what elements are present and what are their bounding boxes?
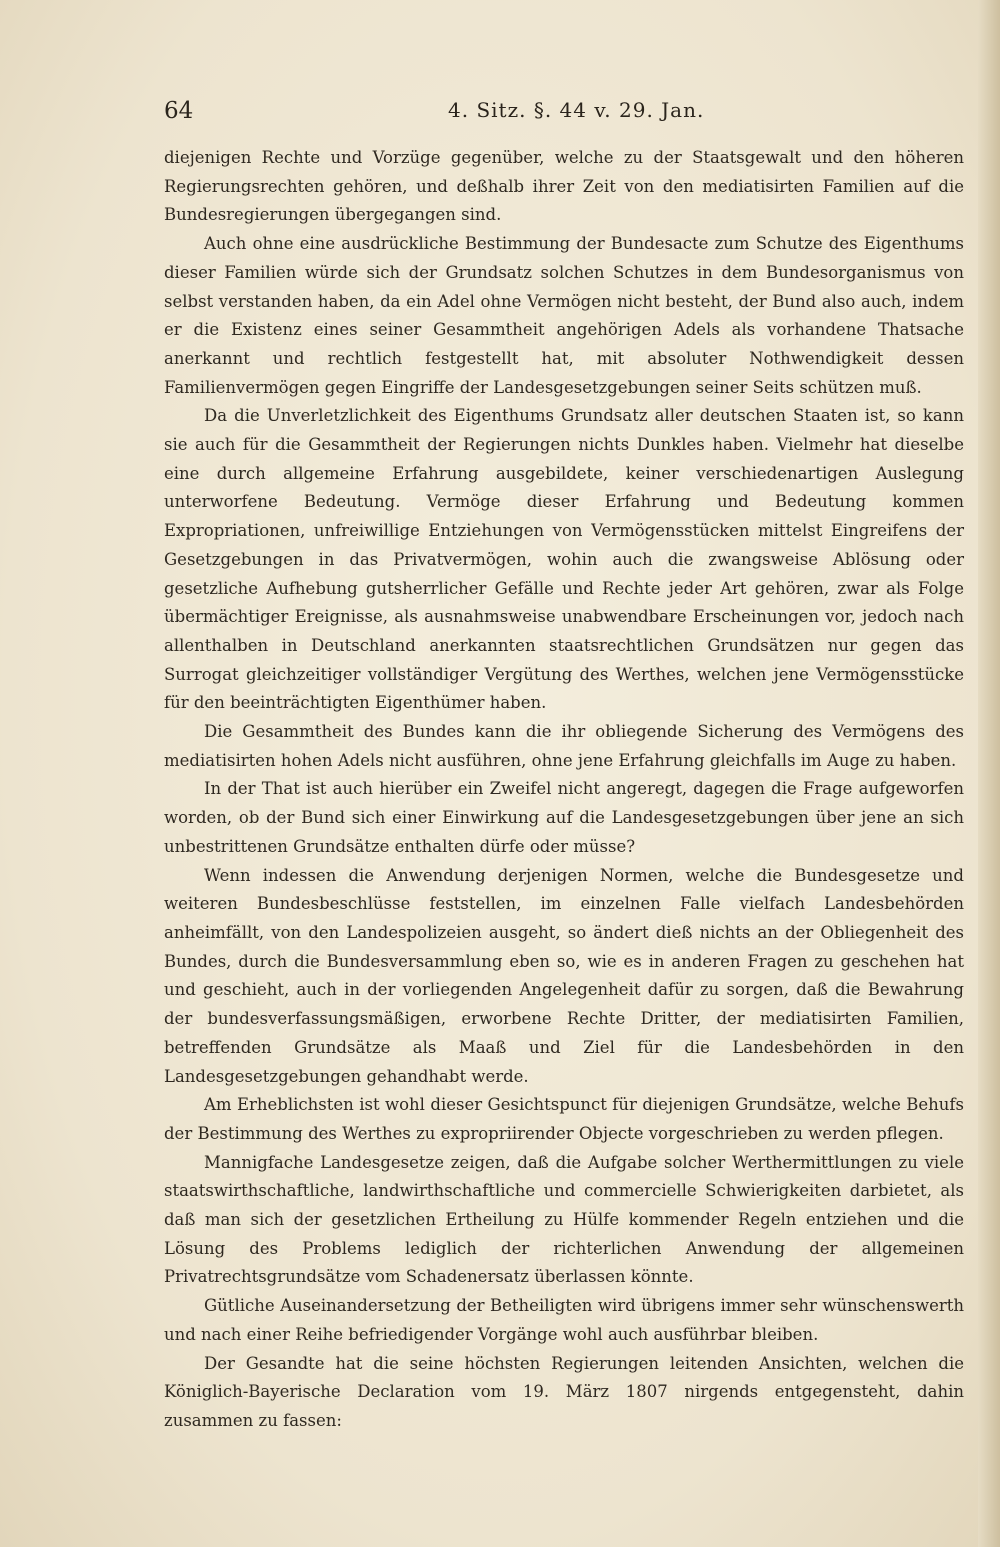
paragraph: Gütliche Auseinandersetzung der Betheiligten wird übrigens immer sehr wünschenswerth und nach einer Reihe befriedigender Vorgänge wohl auch ausführbar bleiben. xyxy=(164,1296,964,1344)
running-head: 4. Sitz. §. 44 v. 29. Jan. xyxy=(448,98,705,122)
paragraph: Am Erheblichsten ist wohl dieser Gesichtspunct für diejenigen Grundsätze, welche Behufs der Bestimmung des Werthes zu expropriirender Objecte vorgeschrieben zu werden pflegen. xyxy=(164,1095,964,1143)
page-number: 64 xyxy=(164,98,194,124)
paragraph: Die Gesammtheit des Bundes kann die ihr obliegende Sicherung des Vermögens des mediatisirten hohen Adels nicht ausführen, ohne jene Erfahrung gleichfalls im Auge zu haben. xyxy=(164,722,964,770)
page-header xyxy=(164,98,964,134)
paragraph: Mannigfache Landesgesetze zeigen, daß die Aufgabe solcher Werthermittlungen zu viele staatswirthschaftliche, landwirthschaftliche und commercielle Schwierigkeiten darbietet, als daß man sich der gesetzlichen Ertheilung zu Hülfe kommender Regeln entziehen und die Lösung des Problems lediglich der richterlichen Anwendung der allgemeinen Privatrechtsgrundsätze vom Schadenersatz überlassen könnte. xyxy=(164,1152,964,1287)
paragraph: Da die Unverletzlichkeit des Eigenthums Grundsatz aller deutschen Staaten ist, so kann sie auch für die Gesammtheit der Regierungen nichts Dunkles haben. Vielmehr hat dieselbe eine durch allgemeine Erfahrung ausgebildete, keiner verschiedenartigen Auslegung unterworfene Bedeutung. Vermöge dieser Erfahrung und Bedeutung kommen Expropriationen, unfreiwillige Entziehungen von Vermögensstücken mittelst Eingreifens der Gesetzgebungen in das Privatvermögen, wohin auch die zwangsweise Ablösung oder gesetzliche Aufhebung gutsherrlicher Gefälle und Rechte jeder Art gehören, zwar als Folge übermächtiger Ereignisse, als ausnahmsweise unabwendbare Erscheinungen vor, jedoch nach allenthalben in Deutschland anerkannten staatsrechtlichen Grundsätzen nur gegen das Surrogat gleichzeitiger vollständiger Vergütung des Werthes, welchen jene Vermögensstücke für den beeinträchtigten Eigenthümer haben. xyxy=(164,406,964,713)
paragraph: Der Gesandte hat die seine höchsten Regierungen leitenden Ansichten, welchen die Königlich-Bayerische Declaration vom 19. März 1807 nirgends entgegensteht, dahin zusammen zu fassen: xyxy=(164,1353,964,1430)
body-text xyxy=(164,144,964,1436)
paragraph: In der That ist auch hierüber ein Zweifel nicht angeregt, dagegen die Frage aufgeworfen worden, ob der Bund sich einer Einwirkung auf die Landesgesetzgebungen über jene an sich unbestrittenen Grundsätze enthalten dürfe oder müsse? xyxy=(164,779,964,856)
paragraph: Auch ohne eine ausdrückliche Bestimmung der Bundesacte zum Schutze des Eigenthums dieser Familien würde sich der Grundsatz solchen Schutzes in dem Bundesorganismus von selbst verstanden haben, da ein Adel ohne Vermögen nicht besteht, der Bund also auch, indem er die Existenz eines seiner Gesammtheit angehörigen Adels als vorhandene Thatsache anerkannt und rechtlich festgestellt hat, mit absoluter Nothwendigkeit dessen Familienvermögen gegen Eingriffe der Landesgesetzgebungen seiner Seits schützen muß. xyxy=(164,234,964,397)
page-edge-shadow xyxy=(978,0,1000,1547)
paragraph: Wenn indessen die Anwendung derjenigen Normen, welche die Bundesgesetze und weiteren Bundesbeschlüsse feststellen, im einzelnen Falle vielfach Landesbehörden anheimfällt, von den Landespolizeien ausgeht, so ändert dieß nichts an der Obliegenheit des Bundes, durch die Bundesversammlung eben so, wie es in anderen Fragen zu geschehen hat und geschieht, auch in der vorliegenden Angelegenheit dafür zu sorgen, daß die Bewahrung der bundesverfassungsmäßigen, erworbene Rechte Dritter, der mediatisirten Familien, betreffenden Grundsätze als Maaß und Ziel für die Landesbehörden in den Landesgesetzgebungen gehandhabt werde. xyxy=(164,865,964,1086)
paragraph: diejenigen Rechte und Vorzüge gegenüber, welche zu der Staatsgewalt und den höheren Regierungsrechten gehören, und deßhalb ihrer Zeit von den mediatisirten Familien auf die Bundesregierungen übergegangen sind. xyxy=(164,148,964,225)
